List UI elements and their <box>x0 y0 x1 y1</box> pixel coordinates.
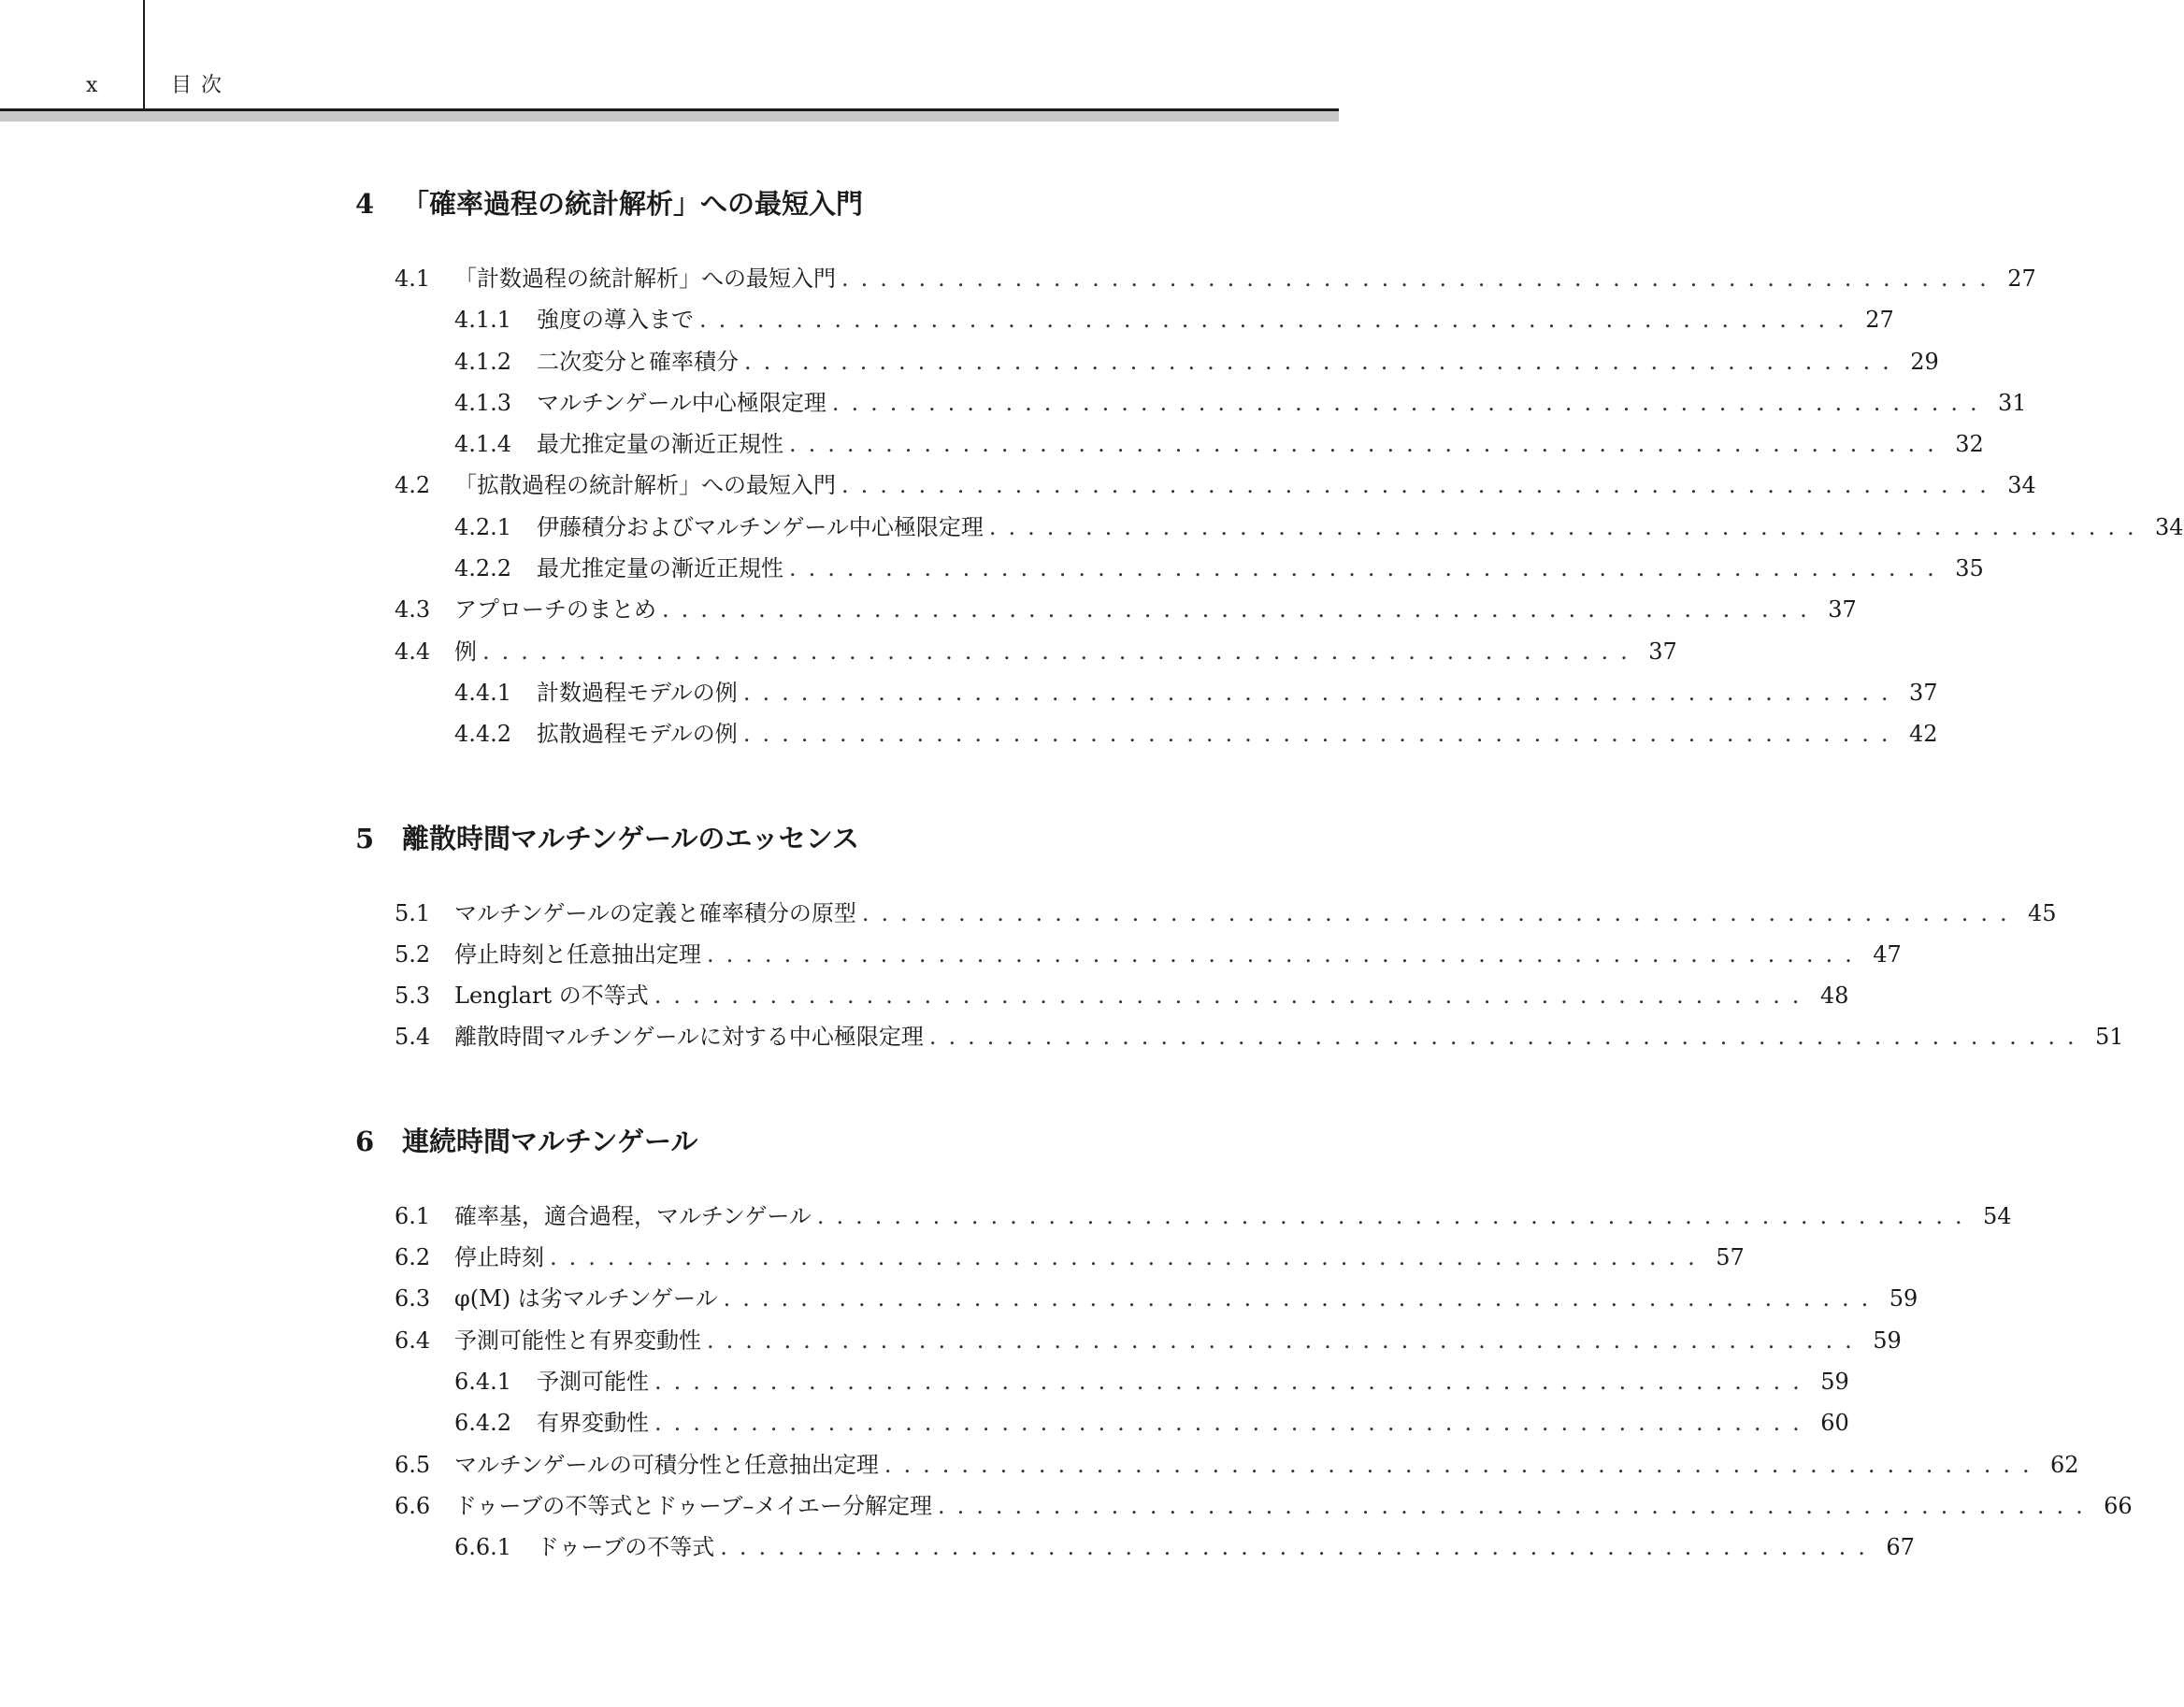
leader-dots: ............................................................ <box>988 513 2147 540</box>
leader-dots: ............................................................ <box>720 1534 1877 1561</box>
page-ref: 59 <box>1889 1285 1918 1313</box>
page-ref: 31 <box>1998 389 2027 416</box>
chapter-title: 連続時間マルチンゲール <box>402 1125 698 1157</box>
page-ref: 37 <box>1909 679 1938 706</box>
section-number: 6.6 <box>395 1492 431 1519</box>
section-title: 拡散過程モデルの例 <box>537 721 738 748</box>
section-title: 最尤推定量の漸近正規性 <box>537 555 783 582</box>
leader-dots: ............................................................ <box>550 1244 1707 1271</box>
section-number: 4.1.3 <box>454 389 512 416</box>
toc-entry[interactable] <box>355 260 2036 301</box>
chapter-title: 「確率過程の統計解析」への最短入門 <box>402 188 864 220</box>
leader-dots: ............................................................ <box>723 1285 1881 1313</box>
toc-entry[interactable] <box>355 1198 2012 1239</box>
page-ref: 60 <box>1820 1410 1849 1437</box>
section-title: 伊藤積分およびマルチンゲール中心極限定理 <box>537 513 984 540</box>
toc-entry[interactable] <box>355 591 1857 632</box>
chapter-number: 6 <box>355 1125 375 1157</box>
page-ref: 29 <box>1910 348 1939 375</box>
section-number: 6.4.1 <box>454 1368 512 1395</box>
section-number: 6.2 <box>395 1244 431 1271</box>
section-number: 4.4.1 <box>454 679 512 706</box>
leader-dots: ............................................................ <box>841 265 1999 292</box>
section-title: 二次変分と確率積分 <box>537 348 739 375</box>
toc-entry[interactable] <box>355 936 1902 977</box>
section-number: 5.1 <box>395 899 431 926</box>
toc-entry[interactable] <box>355 1239 1745 1280</box>
header-vertical-rule <box>143 0 145 110</box>
table-of-contents <box>355 183 2184 1630</box>
page-ref: 34 <box>2155 513 2184 540</box>
leader-dots: ............................................................ <box>744 348 1902 375</box>
toc-entry[interactable] <box>355 1363 1849 1404</box>
page-ref: 59 <box>1873 1327 1902 1354</box>
section-number: 6.4 <box>395 1327 431 1354</box>
page-ref: 48 <box>1819 983 1849 1010</box>
leader-dots: ............................................................ <box>654 1368 1812 1395</box>
leader-dots: ............................................................ <box>654 1410 1812 1437</box>
toc-entry[interactable] <box>355 1404 1849 1445</box>
toc-entry[interactable] <box>355 633 1677 674</box>
toc-entry[interactable] <box>355 425 1984 466</box>
section-title: 例 <box>454 638 477 665</box>
section-number: 5.4 <box>395 1024 431 1051</box>
page-ref: 37 <box>1648 638 1677 665</box>
toc-entry[interactable] <box>355 1528 1915 1570</box>
chapter-heading <box>355 183 1202 224</box>
chapter-title: 離散時間マルチンゲールのエッセンス <box>402 822 859 854</box>
leader-dots: ............................................................ <box>742 721 1901 748</box>
running-title: 目次 <box>171 74 232 97</box>
leader-dots: ............................................................ <box>707 940 1864 968</box>
toc-entry[interactable] <box>355 1322 1902 1363</box>
toc-entry[interactable] <box>355 301 1894 342</box>
page-ref: 42 <box>1909 721 1938 748</box>
toc-entry[interactable] <box>355 1280 1918 1321</box>
section-title: 停止時刻と任意抽出定理 <box>454 940 701 968</box>
page-ref: 27 <box>2007 265 2036 292</box>
section-number: 4.3 <box>395 596 431 624</box>
section-number: 6.6.1 <box>454 1534 512 1561</box>
section-title: 離散時間マルチンゲールに対する中心極限定理 <box>454 1024 924 1051</box>
chapter-number: 4 <box>355 188 375 220</box>
section-title: φ(M) は劣マルチンゲール <box>454 1285 718 1313</box>
page-ref: 54 <box>1983 1202 2012 1229</box>
section-number: 6.4.2 <box>454 1410 512 1437</box>
section-title: 強度の導入まで <box>537 307 694 334</box>
toc-entry[interactable] <box>355 1018 2124 1059</box>
section-number: 6.3 <box>395 1285 431 1313</box>
section-number: 4.4.2 <box>454 721 512 748</box>
toc-entry[interactable] <box>355 895 2057 936</box>
leader-dots: ............................................................ <box>707 1327 1864 1354</box>
section-title: マルチンゲールの可積分性と任意抽出定理 <box>454 1451 879 1478</box>
page-ref: 32 <box>1955 431 1984 458</box>
section-number: 4.1.4 <box>454 431 512 458</box>
section-title: ドゥーブの不等式とドゥーブ–メイエー分解定理 <box>454 1492 932 1519</box>
section-title: 「計数過程の統計解析」への最短入門 <box>454 265 836 292</box>
chapter-section <box>355 1121 2133 1571</box>
page-ref: 27 <box>1865 307 1894 334</box>
toc-entry[interactable] <box>355 977 1849 1018</box>
section-title: 「拡散過程の統計解析」への最短入門 <box>454 472 836 499</box>
toc-entry[interactable] <box>355 1446 2079 1487</box>
page-number: x <box>86 74 98 97</box>
page-ref: 45 <box>2028 899 2057 926</box>
section-number: 6.5 <box>395 1451 431 1478</box>
toc-entry[interactable] <box>355 509 2184 550</box>
section-title: マルチンゲール中心極限定理 <box>537 389 826 416</box>
toc-entry[interactable] <box>355 343 1939 384</box>
leader-dots: ............................................................ <box>789 555 1947 582</box>
toc-entry[interactable] <box>355 1487 2133 1528</box>
leader-dots: ............................................................ <box>789 431 1947 458</box>
page-ref: 37 <box>1828 596 1857 624</box>
section-number: 4.4 <box>395 638 431 665</box>
section-title: ドゥーブの不等式 <box>537 1534 715 1561</box>
section-title: 予測可能性と有界変動性 <box>454 1327 701 1354</box>
leader-dots: ............................................................ <box>816 1202 1975 1229</box>
chapter-heading <box>355 1121 1202 1162</box>
leader-dots: ............................................................ <box>662 596 1819 624</box>
section-number: 5.2 <box>395 940 431 968</box>
page-header <box>0 0 1339 122</box>
section-title: 有界変動性 <box>537 1410 649 1437</box>
section-number: 5.3 <box>395 983 431 1010</box>
toc-entry[interactable] <box>355 466 2036 508</box>
leader-dots: ............................................................ <box>884 1451 2042 1478</box>
chapter-section <box>355 183 2184 757</box>
leader-dots: ............................................................ <box>654 983 1812 1010</box>
leader-dots: ............................................................ <box>841 472 1999 499</box>
leader-dots: ............................................................ <box>482 638 1640 665</box>
section-number: 4.1.2 <box>454 348 512 375</box>
header-shade-band <box>0 111 1339 122</box>
page-ref: 34 <box>2007 472 2036 499</box>
page-ref: 35 <box>1955 555 1984 582</box>
page-ref: 62 <box>2050 1451 2079 1478</box>
page-ref: 57 <box>1716 1244 1745 1271</box>
page-ref: 47 <box>1873 940 1902 968</box>
section-title: 確率基，適合過程，マルチンゲール <box>454 1202 812 1229</box>
chapter-section <box>355 818 2124 1060</box>
section-title: 停止時刻 <box>454 1244 544 1271</box>
section-title: 最尤推定量の漸近正規性 <box>537 431 783 458</box>
section-title: 予測可能性 <box>537 1368 649 1395</box>
section-title: アプローチのまとめ <box>454 596 656 624</box>
page-ref: 67 <box>1886 1534 1915 1561</box>
leader-dots: ............................................................ <box>937 1492 2095 1519</box>
toc-entry[interactable] <box>355 674 1938 715</box>
section-title: 計数過程モデルの例 <box>537 679 738 706</box>
page-ref: 51 <box>2095 1024 2124 1051</box>
toc-entry[interactable] <box>355 384 2027 425</box>
leader-dots: ............................................................ <box>699 307 1857 334</box>
leader-dots: ............................................................ <box>861 899 2019 926</box>
section-number: 4.2.2 <box>454 555 512 582</box>
leader-dots: ............................................................ <box>742 679 1901 706</box>
page-ref: 66 <box>2104 1492 2133 1519</box>
section-number: 4.1.1 <box>454 307 512 334</box>
chapter-heading <box>355 818 1202 859</box>
page-ref: 59 <box>1820 1368 1849 1395</box>
section-title: Lenglart の不等式 <box>454 983 649 1010</box>
section-title: マルチンゲールの定義と確率積分の原型 <box>454 899 856 926</box>
toc-entry[interactable] <box>355 715 1938 756</box>
toc-entry[interactable] <box>355 550 1984 591</box>
section-number: 4.2.1 <box>454 513 512 540</box>
section-number: 4.2 <box>395 472 431 499</box>
section-number: 6.1 <box>395 1202 431 1229</box>
chapter-number: 5 <box>355 822 375 854</box>
leader-dots: ............................................................ <box>831 389 1990 416</box>
leader-dots: ............................................................ <box>928 1024 2087 1051</box>
section-number: 4.1 <box>395 265 431 292</box>
